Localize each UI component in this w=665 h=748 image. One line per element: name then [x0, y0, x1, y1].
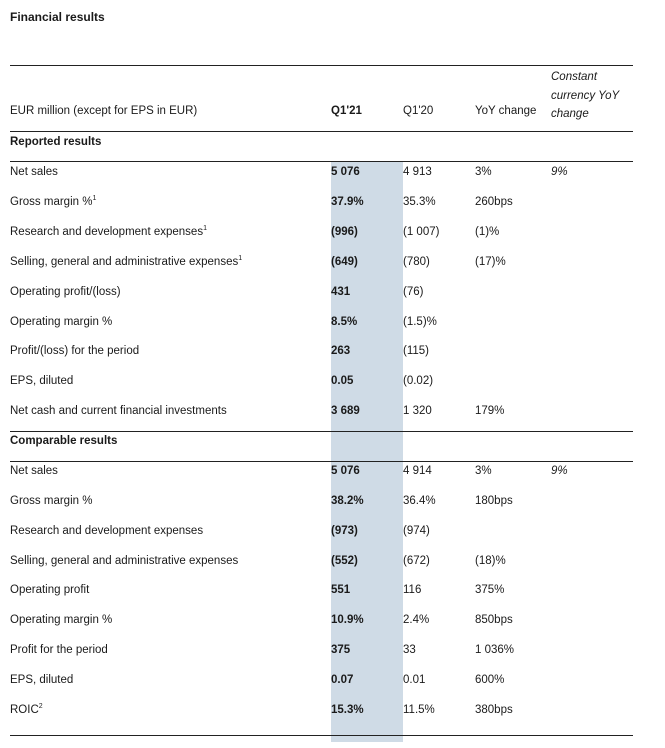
value-q1-21: 5 076 — [331, 166, 360, 178]
value-q1-21: 5 076 — [331, 465, 360, 477]
table-bottom-rule — [10, 735, 633, 736]
value-q1-20: (115) — [403, 345, 429, 358]
value-q1-20: 1 320 — [403, 405, 432, 418]
row-label-text: Gross margin % — [10, 195, 93, 208]
value-yoy-change: (18)% — [475, 554, 506, 567]
value-q1-21: 0.07 — [331, 673, 354, 686]
row-label-text: Operating margin % — [10, 315, 113, 328]
row-label — [10, 375, 73, 387]
row-label-text: Net cash and current financial investments — [10, 405, 227, 418]
footnote-marker: 2 — [38, 702, 43, 710]
value-q1-21: 431 — [331, 285, 351, 298]
value-q1-20: (76) — [403, 285, 424, 298]
value-q1-20: 33 — [403, 644, 416, 657]
row-label — [10, 256, 242, 268]
footnote-marker: 1 — [92, 195, 97, 203]
row-label-text: Operating margin % — [10, 614, 113, 627]
row-label-text: Selling, general and administrative expenses — [10, 554, 239, 567]
value-yoy-change: 380bps — [475, 703, 513, 716]
row-label-text: Research and development expenses — [10, 524, 204, 537]
footnote-marker: 1 — [203, 224, 207, 232]
value-q1-20: 4 914 — [403, 465, 432, 477]
row-label — [10, 286, 121, 298]
value-q1-20: (780) — [403, 255, 430, 268]
row-label — [10, 674, 73, 686]
row-label — [10, 405, 227, 417]
header-bottom-rule — [10, 131, 633, 132]
comparable-section-rule — [10, 461, 633, 462]
row-label-text: Operating profit — [10, 584, 90, 597]
value-q1-21: 8.5% — [331, 315, 358, 328]
value-q1-21: (552) — [331, 554, 358, 567]
row-label — [10, 166, 58, 178]
value-q1-20: (672) — [403, 554, 430, 567]
page-title: Financial results — [10, 10, 105, 24]
value-q1-21: 38.2% — [331, 494, 364, 507]
value-q1-20: (1 007) — [403, 225, 440, 238]
row-label — [10, 525, 203, 537]
header-label-column: EUR million (except for EPS in EUR) — [10, 105, 198, 117]
row-label — [10, 316, 112, 328]
row-label — [10, 226, 207, 238]
header-constant-currency: Constant currency YoY change — [551, 71, 619, 120]
value-yoy-change: 260bps — [475, 195, 513, 208]
table-top-rule — [10, 65, 633, 66]
value-q1-20: (1.5)% — [403, 315, 437, 328]
value-q1-20: 35.3% — [403, 195, 436, 208]
value-yoy-change: 850bps — [475, 614, 513, 627]
value-q1-20: 36.4% — [403, 494, 436, 507]
value-constant-currency: 9% — [551, 465, 568, 477]
value-yoy-change: (1)% — [475, 225, 500, 238]
row-label-text: Net sales — [10, 465, 58, 477]
row-label-text: Net sales — [10, 166, 58, 178]
value-yoy-change: 375% — [475, 584, 505, 597]
row-label-text: Selling, general and administrative expenses — [10, 255, 239, 268]
header-q1-21: Q1'21 — [331, 105, 362, 117]
value-q1-21: 375 — [331, 644, 351, 657]
comparable-top-rule — [10, 431, 633, 432]
row-label — [10, 495, 92, 507]
value-q1-20: 0.01 — [403, 673, 426, 686]
footnote-marker: 1 — [238, 254, 243, 262]
value-q1-21: (973) — [331, 524, 358, 537]
value-q1-21: (996) — [331, 225, 358, 238]
row-label — [10, 614, 112, 626]
value-yoy-change: 180bps — [475, 494, 513, 507]
value-q1-20: (974) — [403, 524, 430, 537]
reported-section-rule — [10, 161, 633, 162]
header-yoy-change: YoY change — [475, 105, 537, 117]
row-label — [10, 196, 96, 208]
row-label — [10, 584, 89, 596]
section-title-comparable: Comparable results — [10, 435, 118, 447]
row-label-text: EPS, diluted — [10, 673, 74, 686]
row-label-text: ROIC — [10, 703, 39, 716]
row-label-text: Operating profit/(loss) — [10, 285, 121, 298]
row-label-text: EPS, diluted — [10, 375, 74, 388]
row-label — [10, 644, 108, 656]
value-q1-21: 263 — [331, 345, 351, 358]
section-title-reported: Reported results — [10, 136, 102, 148]
value-constant-currency: 9% — [551, 166, 568, 178]
value-q1-20: 2.4% — [403, 614, 430, 627]
row-label-text: Research and development expenses — [10, 225, 204, 238]
value-q1-21: 37.9% — [331, 195, 364, 208]
row-label-text: Profit/(loss) for the period — [10, 345, 140, 358]
row-label — [10, 465, 58, 477]
row-label — [10, 555, 238, 567]
value-q1-20: (0.02) — [403, 375, 434, 388]
row-label-text: Profit for the period — [10, 644, 108, 657]
value-q1-21: 10.9% — [331, 614, 364, 627]
header-q1-20: Q1'20 — [403, 105, 434, 117]
value-q1-20: 4 913 — [403, 166, 432, 178]
value-yoy-change: 3% — [475, 465, 492, 477]
value-q1-21: 0.05 — [331, 375, 354, 388]
value-yoy-change: 179% — [475, 405, 505, 418]
value-q1-20: 116 — [403, 584, 422, 597]
value-q1-21: 551 — [331, 584, 351, 597]
value-yoy-change: 1 036% — [475, 644, 515, 657]
value-yoy-change: 3% — [475, 166, 492, 178]
value-q1-21: 3 689 — [331, 405, 360, 418]
value-yoy-change: (17)% — [475, 255, 506, 268]
value-yoy-change: 600% — [475, 673, 505, 686]
value-q1-21: (649) — [331, 255, 358, 268]
value-q1-20: 11.5% — [403, 703, 435, 716]
row-label — [10, 704, 43, 716]
row-label — [10, 345, 139, 357]
value-q1-21: 15.3% — [331, 703, 364, 716]
row-label-text: Gross margin % — [10, 494, 93, 507]
